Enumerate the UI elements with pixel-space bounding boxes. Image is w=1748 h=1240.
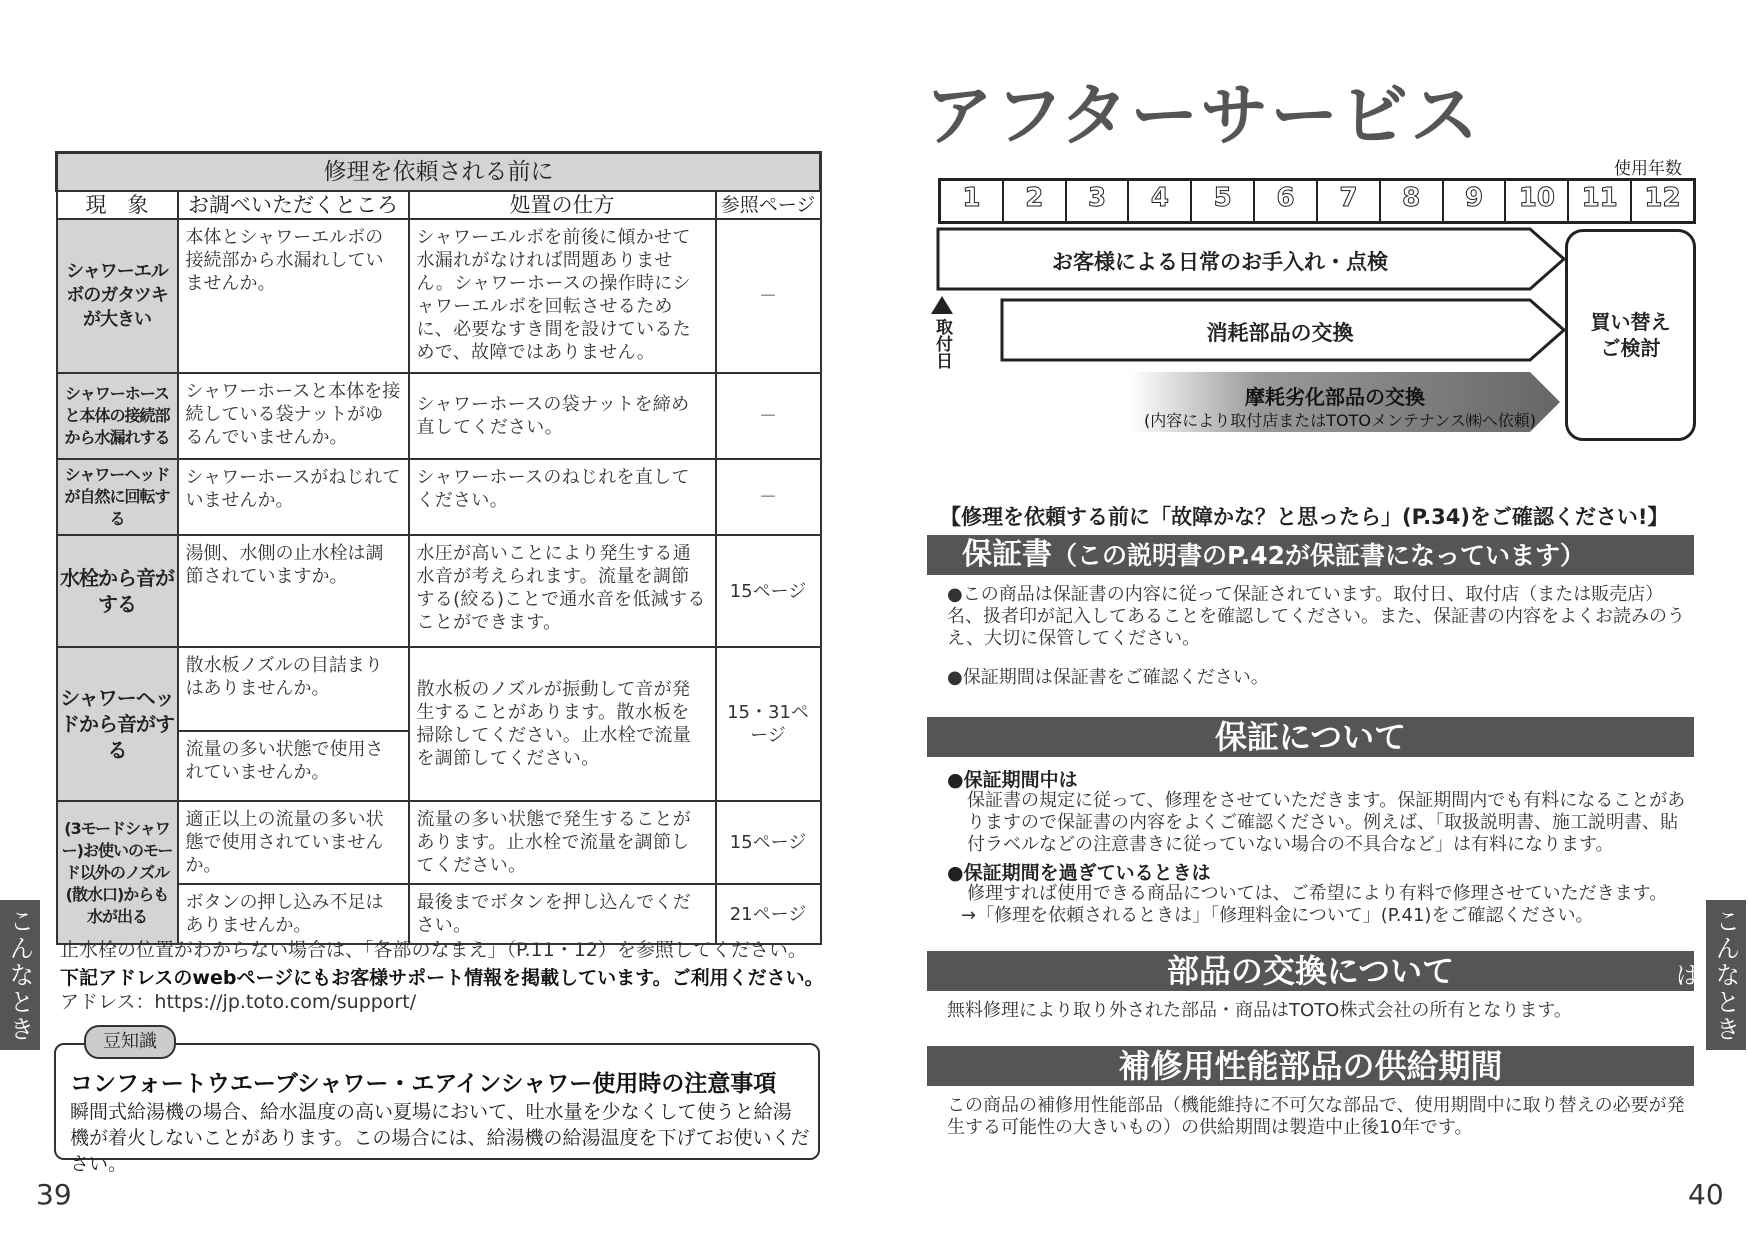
page-cell: － — [716, 373, 821, 459]
symptom-cell: シャワーエルボのガタツキが大きい — [57, 219, 178, 373]
check-cell: シャワーホースと本体を接続している袋ナットがゆるんでいませんか。 — [178, 373, 409, 459]
troubleshooting-table — [55, 151, 822, 945]
symptom-cell: (3モードシャワー)お使いのモード以外のノズル(散水口)からも水が出る — [57, 801, 178, 944]
year-cell: 9 — [1444, 181, 1507, 221]
warranty-bullet-1: ●この商品は保証書の内容に従って保証されています。取付日、取付店（または販売店）名、扱者印が記入してあることを確認してください。また、保証書の内容をよくお読みのうえ、大切に保管してください。 — [947, 584, 1685, 649]
warranty-heading — [927, 535, 1694, 575]
post-warranty-ref: →「修理を依頼されるときは」「修理料金について」(P.41)をご確認ください。 — [961, 905, 1594, 926]
page-cell: － — [716, 219, 821, 373]
check-cell: 散水板ノズルの目詰まりはありませんか。 — [178, 647, 409, 731]
check-cell: 適正以上の流量の多い状態で使用されていませんか。 — [178, 801, 409, 884]
check-cell: ボタンの押し込み不足はありませんか。 — [178, 884, 409, 944]
year-cell: 3 — [1067, 181, 1130, 221]
year-cell: 10 — [1506, 181, 1569, 221]
table-row — [57, 219, 821, 373]
page-cell: － — [716, 459, 821, 535]
action-cell: シャワーエルボを前後に傾かせて水漏れがなければ問題ありません。シャワーホースの操作時にシャワーエルボを回転させるために、必要なすき間を設けているためで、故障ではありません。 — [409, 219, 716, 373]
year-cell: 7 — [1318, 181, 1381, 221]
side-tab-right: こんなときは — [1706, 900, 1746, 1050]
warranty-heading-main: 保証書 — [962, 537, 1052, 572]
table-row — [57, 459, 821, 535]
header-check: お調べいただくところ — [178, 191, 409, 219]
page-title: アフターサービス — [925, 77, 1481, 156]
tip-title: コンフォートウエーブシャワー・エアインシャワー使用時の注意事項 — [70, 1071, 777, 1097]
replace-box — [1565, 229, 1696, 441]
year-cell: 8 — [1381, 181, 1444, 221]
symptom-cell: シャワーホースと本体の接続部から水漏れする — [57, 373, 178, 459]
year-cell: 12 — [1644, 183, 1681, 213]
year-cell: 5 — [1192, 181, 1255, 221]
table-row — [57, 373, 821, 459]
table-row — [57, 801, 821, 884]
supply-heading: 補修用性能部品の供給期間 — [927, 1046, 1694, 1086]
page-cell: 21ページ — [716, 884, 821, 944]
header-page: 参照ページ — [716, 191, 821, 219]
symptom-cell: シャワーヘッドが自然に回転する — [57, 459, 178, 535]
side-tab-left: こんなとき — [0, 900, 40, 1050]
year-cell: 2 — [1004, 181, 1067, 221]
action-cell: 最後までボタンを押し込んでください。 — [409, 884, 716, 944]
support-address[interactable]: アドレス：https://jp.toto.com/support/ — [60, 991, 417, 1013]
check-cell: シャワーホースがねじれていませんか。 — [178, 459, 409, 535]
symptom-cell: シャワーヘッドから音がする — [57, 647, 178, 801]
warranty-period-title: ●保証期間中は — [947, 769, 1078, 791]
year-bar — [938, 178, 1696, 224]
arrow1-label: お客様による日常のお手入れ・点検 — [1052, 250, 1388, 274]
action-cell: シャワーホースのねじれを直してください。 — [409, 459, 716, 535]
action-cell: 水圧が高いことにより発生する通水音が考えられます。流量を調節する(絞る)ことで通水音を低減することができます。 — [409, 535, 716, 647]
web-note: 下記アドレスのwebページにもお客様サポート情報を掲載しています。ご利用ください。 — [60, 967, 824, 989]
start-label: 取付日 — [932, 318, 952, 369]
table-row — [57, 535, 821, 647]
warranty-bullet-2: ●保証期間は保証書をご確認ください。 — [947, 667, 1269, 688]
parts-body: 無料修理により取り外された部品・商品はTOTO株式会社の所有となります。 — [947, 1000, 1572, 1021]
arrow3-sublabel: (内容により取付店またはTOTOメンテナンス㈱へ依頼) — [1144, 411, 1536, 430]
action-cell: 流量の多い状態で発生することがあります。止水栓で流量を調節してください。 — [409, 801, 716, 884]
year-cell: 4 — [1129, 181, 1192, 221]
about-warranty-heading: 保証について — [927, 717, 1694, 757]
year-cell: 11 — [1569, 181, 1632, 221]
page-cell: 15ページ — [716, 535, 821, 647]
post-warranty-body: 修理すれば使用できる商品については、ご希望により有料で修理させていただきます。 — [967, 883, 1668, 904]
year-label: 使用年数 — [1614, 159, 1682, 179]
year-cell: 6 — [1255, 181, 1318, 221]
page-number-left: 39 — [36, 1178, 72, 1211]
parts-heading: 部品の交換について — [927, 951, 1694, 991]
supply-body: この商品の補修用性能部品（機能維持に不可欠な部品で、使用期間中に取り替えの必要が発生する可能性の大きいもの）の供給期間は製造中止後10年です。 — [947, 1095, 1685, 1138]
warranty-period-body: 保証書の規定に従って、修理をさせていただきます。保証期間内でも有料になることがありますので保証書の内容をよくご確認ください。例えば、「取扱説明書、施工説明書、貼付ラベルなどの注意書きに従っていない場合の不具合など」は有料になります。 — [967, 790, 1686, 855]
valve-note: 止水栓の位置がわからない場合は、「各部のなまえ」（P.11・12）を参照してください。 — [60, 939, 807, 961]
tip-badge: 豆知識 — [84, 1025, 176, 1059]
post-warranty-title: ●保証期間を過ぎているときは — [947, 862, 1211, 884]
action-cell: 散水板のノズルが振動して音が発生することがあります。散水板を掃除してください。止水栓で流量を調節してください。 — [409, 647, 716, 801]
check-cell: 本体とシャワーエルボの接続部から水漏れしていませんか。 — [178, 219, 409, 373]
warranty-heading-sub: （この説明書のP.42が保証書になっています） — [1052, 541, 1586, 570]
repair-guide: 【修理を依頼する前に「故障かな？と思ったら」(P.34)をご確認ください!】 — [940, 505, 1669, 529]
header-symptom: 現 象 — [57, 191, 178, 219]
arrow3-label: 摩耗劣化部品の交換 — [1245, 385, 1425, 409]
symptom-cell: 水栓から音がする — [57, 535, 178, 647]
check-cell: 湯側、水側の止水栓は調節されていますか。 — [178, 535, 409, 647]
page-number-right: 40 — [1688, 1178, 1724, 1211]
table-row — [57, 647, 821, 731]
page-cell: 15・31ページ — [716, 647, 821, 801]
replace-label: 買い替えご検討 — [1590, 310, 1671, 360]
action-cell: シャワーホースの袋ナットを締め直してください。 — [409, 373, 716, 459]
start-arrow-icon — [931, 296, 953, 314]
header-action: 処置の仕方 — [409, 191, 716, 219]
table-title: 修理を依頼される前に — [57, 153, 821, 192]
page-cell: 15ページ — [716, 801, 821, 884]
check-cell: 流量の多い状態で使用されていませんか。 — [178, 731, 409, 801]
tip-body: 瞬間式給湯機の場合、給水温度の高い夏場において、吐水量を少なくして使うと給湯機が着火しないことがあります。この場合には、給湯機の給湯温度を下げてお使いください。 — [70, 1101, 810, 1175]
year-cell: 1 — [941, 181, 1004, 221]
arrow2-label: 消耗部品の交換 — [1206, 321, 1354, 345]
